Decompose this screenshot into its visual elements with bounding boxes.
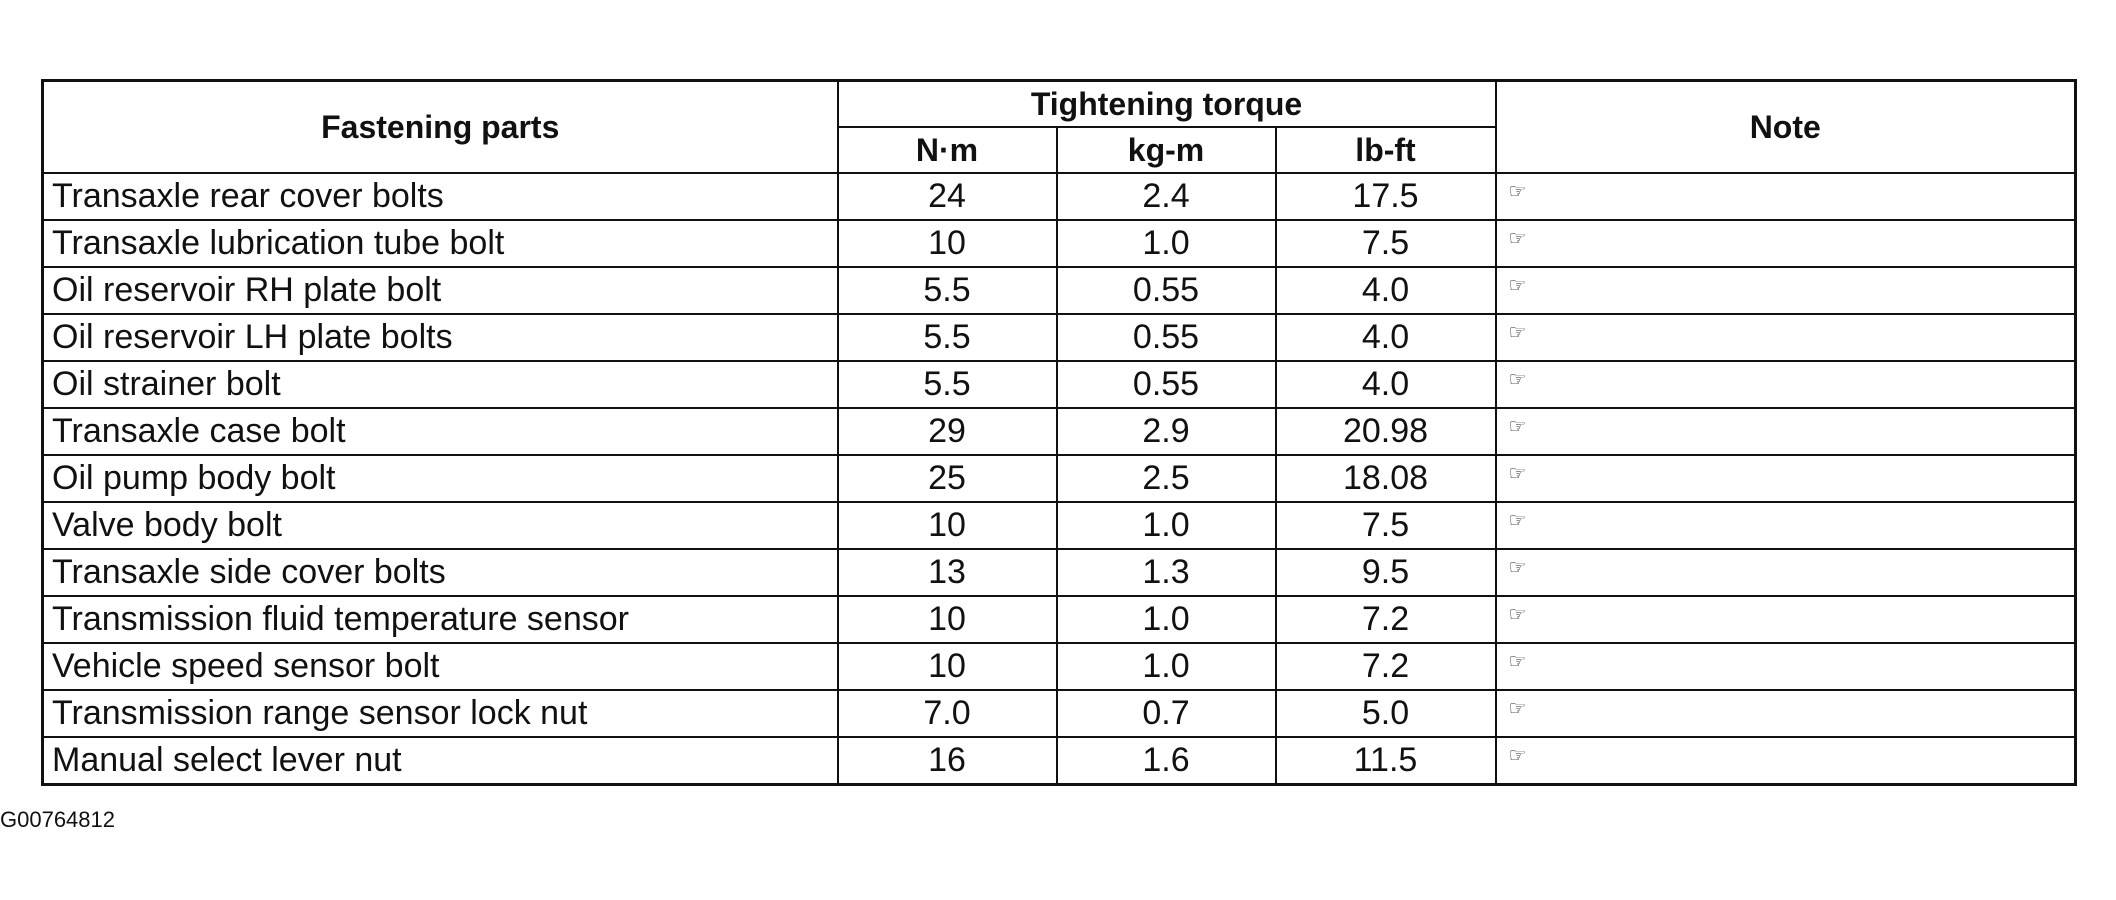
cell-torque-kgm: 1.0 [1057, 643, 1276, 690]
pointing-hand-icon: ☞ [1508, 745, 1527, 767]
cell-note [1496, 643, 2076, 690]
header-tightening-torque: Tightening torque [838, 81, 1496, 128]
cell-fastening-part: Oil reservoir RH plate bolt [43, 267, 838, 314]
cell-torque-kgm: 0.55 [1057, 267, 1276, 314]
header-unit-kgm: kg-m [1057, 127, 1276, 173]
cell-fastening-part: Oil pump body bolt [43, 455, 838, 502]
pointing-hand-icon: ☞ [1508, 228, 1527, 250]
cell-torque-kgm: 2.9 [1057, 408, 1276, 455]
figure-id: G00764812 [0, 807, 115, 832]
cell-fastening-part: Vehicle speed sensor bolt [43, 643, 838, 690]
cell-torque-kgm: 1.0 [1057, 220, 1276, 267]
pointing-hand-icon: ☞ [1508, 557, 1527, 579]
pointing-hand-icon: ☞ [1508, 698, 1527, 720]
cell-torque-kgm: 1.3 [1057, 549, 1276, 596]
cell-note [1496, 408, 2076, 455]
cell-torque-kgm: 0.55 [1057, 361, 1276, 408]
cell-fastening-part: Manual select lever nut [43, 737, 838, 785]
cell-torque-nm: 24 [838, 173, 1057, 220]
cell-torque-kgm: 0.7 [1057, 690, 1276, 737]
cell-torque-kgm: 1.6 [1057, 737, 1276, 785]
pointing-hand-icon: ☞ [1508, 651, 1527, 673]
cell-torque-lbft: 11.5 [1276, 737, 1496, 785]
table-row [43, 643, 2076, 690]
table-row [43, 596, 2076, 643]
table-row [43, 314, 2076, 361]
cell-fastening-part: Transaxle rear cover bolts [43, 173, 838, 220]
cell-fastening-part: Transaxle lubrication tube bolt [43, 220, 838, 267]
header-unit-lbft: lb-ft [1276, 127, 1496, 173]
cell-torque-nm: 25 [838, 455, 1057, 502]
table-row [43, 173, 2076, 220]
cell-note [1496, 173, 2076, 220]
cell-torque-lbft: 9.5 [1276, 549, 1496, 596]
cell-torque-nm: 5.5 [838, 314, 1057, 361]
cell-torque-lbft: 7.5 [1276, 220, 1496, 267]
pointing-hand-icon: ☞ [1508, 369, 1527, 391]
cell-torque-nm: 10 [838, 643, 1057, 690]
pointing-hand-icon: ☞ [1508, 275, 1527, 297]
cell-note [1496, 596, 2076, 643]
cell-torque-nm: 10 [838, 596, 1057, 643]
table-row [43, 361, 2076, 408]
torque-spec-table [41, 79, 2077, 786]
table-row [43, 502, 2076, 549]
cell-torque-lbft: 17.5 [1276, 173, 1496, 220]
cell-note [1496, 502, 2076, 549]
pointing-hand-icon: ☞ [1508, 416, 1527, 438]
table-row [43, 267, 2076, 314]
cell-torque-lbft: 7.2 [1276, 643, 1496, 690]
cell-note [1496, 549, 2076, 596]
pointing-hand-icon: ☞ [1508, 181, 1527, 203]
cell-note [1496, 690, 2076, 737]
cell-torque-lbft: 4.0 [1276, 267, 1496, 314]
cell-fastening-part: Transmission fluid temperature sensor [43, 596, 838, 643]
cell-torque-lbft: 7.5 [1276, 502, 1496, 549]
cell-torque-nm: 29 [838, 408, 1057, 455]
header-unit-nm: N·m [838, 127, 1057, 173]
table-row [43, 408, 2076, 455]
pointing-hand-icon: ☞ [1508, 322, 1527, 344]
cell-note [1496, 314, 2076, 361]
cell-torque-nm: 13 [838, 549, 1057, 596]
cell-fastening-part: Transaxle case bolt [43, 408, 838, 455]
cell-fastening-part: Transaxle side cover bolts [43, 549, 838, 596]
header-note: Note [1496, 81, 2076, 174]
cell-torque-kgm: 2.5 [1057, 455, 1276, 502]
table-row [43, 220, 2076, 267]
cell-fastening-part: Oil reservoir LH plate bolts [43, 314, 838, 361]
cell-torque-kgm: 1.0 [1057, 502, 1276, 549]
cell-torque-nm: 7.0 [838, 690, 1057, 737]
cell-note [1496, 361, 2076, 408]
cell-torque-nm: 16 [838, 737, 1057, 785]
cell-torque-nm: 10 [838, 220, 1057, 267]
table-row [43, 549, 2076, 596]
cell-torque-nm: 5.5 [838, 361, 1057, 408]
pointing-hand-icon: ☞ [1508, 463, 1527, 485]
cell-torque-lbft: 18.08 [1276, 455, 1496, 502]
cell-fastening-part: Transmission range sensor lock nut [43, 690, 838, 737]
cell-note [1496, 267, 2076, 314]
cell-torque-kgm: 0.55 [1057, 314, 1276, 361]
cell-torque-kgm: 2.4 [1057, 173, 1276, 220]
cell-fastening-part: Valve body bolt [43, 502, 838, 549]
cell-note [1496, 737, 2076, 785]
cell-torque-lbft: 20.98 [1276, 408, 1496, 455]
table-row [43, 737, 2076, 785]
cell-torque-lbft: 5.0 [1276, 690, 1496, 737]
table-row [43, 455, 2076, 502]
cell-note [1496, 455, 2076, 502]
table-row [43, 690, 2076, 737]
cell-torque-lbft: 4.0 [1276, 361, 1496, 408]
header-fastening-parts: Fastening parts [43, 81, 838, 174]
cell-note [1496, 220, 2076, 267]
cell-torque-kgm: 1.0 [1057, 596, 1276, 643]
table-body [43, 173, 2076, 785]
cell-fastening-part: Oil strainer bolt [43, 361, 838, 408]
pointing-hand-icon: ☞ [1508, 604, 1527, 626]
pointing-hand-icon: ☞ [1508, 510, 1527, 532]
cell-torque-lbft: 7.2 [1276, 596, 1496, 643]
cell-torque-lbft: 4.0 [1276, 314, 1496, 361]
cell-torque-nm: 5.5 [838, 267, 1057, 314]
cell-torque-nm: 10 [838, 502, 1057, 549]
